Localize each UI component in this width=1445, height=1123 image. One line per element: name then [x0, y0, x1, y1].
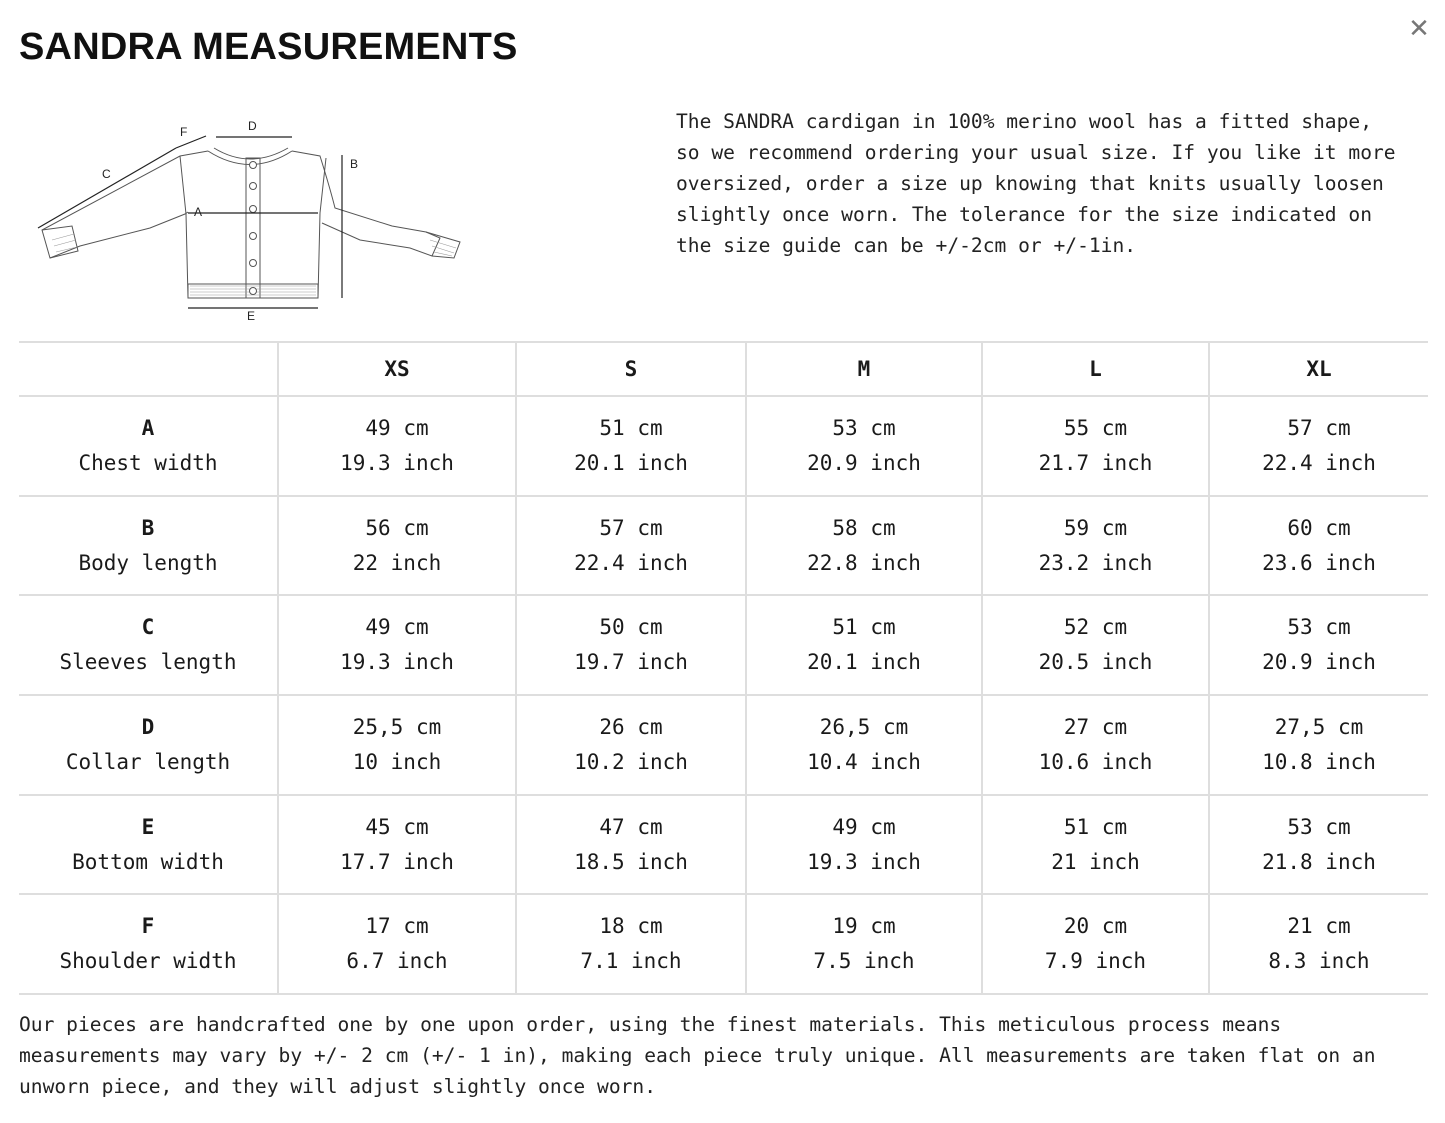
size-description: The SANDRA cardigan in 100% merino wool has a fitted shape, so we recommend ordering your usual size. If you like it more oversized, order a size up knowing that knits usually loosen slightly once worn. The tolerance for the size indicated on the size guide can be +/-2cm or +/-1in. — [676, 110, 1396, 257]
measure-value — [516, 396, 746, 496]
value-cm: 50 cm — [599, 615, 663, 640]
value-cm: 45 cm — [365, 814, 429, 839]
footnote: Our pieces are handcrafted one by one upon order, using the finest materials. This meticulous process means measurements may vary by +/- 2 cm (+/- 1 in), making each piece truly unique. All measurements are taken flat on an unworn piece, and they will adjust slightly once worn. — [19, 1013, 1376, 1098]
value-inch: 8.3 inch — [1268, 949, 1370, 974]
value-inch: 22.4 inch — [574, 550, 688, 575]
measure-value — [1209, 894, 1428, 994]
header-size: M — [746, 342, 982, 396]
value-inch: 10.2 inch — [574, 749, 688, 774]
table-row — [19, 695, 1428, 795]
measure-value — [746, 894, 982, 994]
value-inch: 21 inch — [1051, 849, 1140, 874]
header-size: L — [982, 342, 1209, 396]
value-inch: 20.9 inch — [1262, 650, 1376, 675]
measure-value — [982, 396, 1209, 496]
close-icon[interactable]: ✕ — [1408, 14, 1430, 44]
measure-label — [19, 496, 278, 596]
measure-letter: B — [141, 515, 155, 540]
value-inch: 18.5 inch — [574, 849, 688, 874]
measure-value — [516, 695, 746, 795]
value-inch: 7.1 inch — [580, 949, 682, 974]
value-cm: 57 cm — [1287, 415, 1351, 440]
measure-value — [278, 695, 516, 795]
value-cm: 49 cm — [365, 415, 429, 440]
page-title: SANDRA MEASUREMENTS — [19, 26, 518, 68]
measure-value — [278, 894, 516, 994]
value-inch: 21.8 inch — [1262, 849, 1376, 874]
value-cm: 17 cm — [365, 914, 429, 939]
measure-value — [516, 496, 746, 596]
value-inch: 19.3 inch — [340, 650, 454, 675]
svg-text:A: A — [194, 205, 203, 219]
value-inch: 6.7 inch — [346, 949, 448, 974]
measure-value — [516, 595, 746, 695]
value-cm: 53 cm — [1287, 814, 1351, 839]
value-cm: 53 cm — [1287, 615, 1351, 640]
value-inch: 22 inch — [352, 550, 442, 575]
value-cm: 49 cm — [365, 615, 429, 640]
measure-value — [982, 695, 1209, 795]
value-cm: 57 cm — [599, 515, 663, 540]
measure-value — [982, 795, 1209, 895]
measure-value — [278, 795, 516, 895]
value-cm: 25,5 cm — [352, 714, 442, 739]
measure-label — [19, 795, 278, 895]
svg-text:B: B — [350, 157, 359, 171]
measure-letter: A — [141, 415, 155, 440]
measure-value — [278, 396, 516, 496]
measure-name: Shoulder width — [59, 949, 237, 974]
value-inch: 19.3 inch — [807, 849, 921, 874]
value-inch: 17.7 inch — [340, 849, 454, 874]
value-cm: 53 cm — [832, 415, 896, 440]
svg-text:C: C — [102, 167, 111, 181]
measure-name: Sleeves length — [59, 650, 237, 675]
value-inch: 19.3 inch — [340, 450, 454, 475]
value-cm: 60 cm — [1287, 515, 1351, 540]
value-inch: 21.7 inch — [1038, 450, 1153, 475]
header-size: XS — [278, 342, 516, 396]
measure-letter: D — [141, 714, 155, 739]
value-inch: 20.1 inch — [574, 450, 688, 475]
measure-value — [982, 595, 1209, 695]
value-inch: 20.1 inch — [807, 650, 921, 675]
svg-text:F: F — [180, 125, 188, 139]
value-cm: 58 cm — [832, 515, 896, 540]
measure-value — [746, 396, 982, 496]
table-row — [19, 396, 1428, 496]
measure-value — [1209, 396, 1428, 496]
measure-letter: F — [141, 914, 155, 939]
measure-value — [516, 894, 746, 994]
value-inch: 23.6 inch — [1262, 550, 1376, 575]
value-cm: 26,5 cm — [819, 714, 909, 739]
value-inch: 22.8 inch — [807, 550, 921, 575]
measure-value — [278, 595, 516, 695]
header-size: S — [516, 342, 746, 396]
size-table — [19, 341, 1428, 995]
measure-value — [746, 695, 982, 795]
measure-label — [19, 894, 278, 994]
measure-value — [982, 496, 1209, 596]
value-cm: 21 cm — [1287, 914, 1351, 939]
value-inch: 22.4 inch — [1262, 450, 1376, 475]
cardigan-diagram — [30, 108, 470, 328]
value-cm: 27 cm — [1063, 714, 1128, 739]
value-cm: 18 cm — [599, 914, 663, 939]
value-cm: 47 cm — [599, 814, 663, 839]
measure-label — [19, 695, 278, 795]
measure-value — [746, 496, 982, 596]
value-cm: 51 cm — [599, 415, 663, 440]
measure-value — [746, 795, 982, 895]
measure-value — [1209, 595, 1428, 695]
header-size: XL — [1209, 342, 1428, 396]
measure-label — [19, 595, 278, 695]
measure-value — [278, 496, 516, 596]
table-row — [19, 894, 1428, 994]
measure-value — [746, 595, 982, 695]
value-inch: 20.9 inch — [807, 450, 921, 475]
value-inch: 10.6 inch — [1038, 749, 1153, 774]
table-row — [19, 795, 1428, 895]
svg-text:D: D — [248, 119, 257, 133]
value-cm: 49 cm — [832, 814, 896, 839]
measure-value — [1209, 695, 1428, 795]
value-cm: 51 cm — [832, 615, 896, 640]
svg-text:E: E — [247, 309, 256, 323]
value-cm: 27,5 cm — [1274, 714, 1364, 739]
measure-value — [1209, 496, 1428, 596]
value-inch: 19.7 inch — [574, 650, 688, 675]
measure-letter: E — [141, 814, 155, 839]
value-cm: 55 cm — [1063, 415, 1128, 440]
table-row — [19, 496, 1428, 596]
measure-letter: C — [141, 615, 155, 640]
measure-value — [516, 795, 746, 895]
value-inch: 7.5 inch — [813, 949, 915, 974]
value-inch: 7.9 inch — [1044, 949, 1147, 974]
value-cm: 52 cm — [1063, 615, 1128, 640]
measure-value — [1209, 795, 1428, 895]
value-cm: 20 cm — [1063, 914, 1128, 939]
table-header-row — [19, 342, 1428, 396]
value-inch: 10 inch — [352, 749, 442, 774]
value-cm: 56 cm — [365, 515, 429, 540]
value-cm: 59 cm — [1063, 515, 1128, 540]
measure-value — [982, 894, 1209, 994]
header-empty — [19, 342, 278, 396]
value-cm: 26 cm — [599, 714, 663, 739]
value-inch: 10.8 inch — [1262, 749, 1376, 774]
measure-name: Bottom width — [72, 849, 224, 874]
value-cm: 51 cm — [1063, 814, 1128, 839]
value-cm: 19 cm — [832, 914, 896, 939]
measure-name: Collar length — [65, 749, 231, 774]
value-inch: 23.2 inch — [1038, 550, 1153, 575]
table-row — [19, 595, 1428, 695]
value-inch: 10.4 inch — [807, 749, 921, 774]
value-inch: 20.5 inch — [1038, 650, 1153, 675]
measure-name: Body length — [78, 550, 218, 575]
measure-name: Chest width — [78, 450, 218, 475]
measure-label — [19, 396, 278, 496]
